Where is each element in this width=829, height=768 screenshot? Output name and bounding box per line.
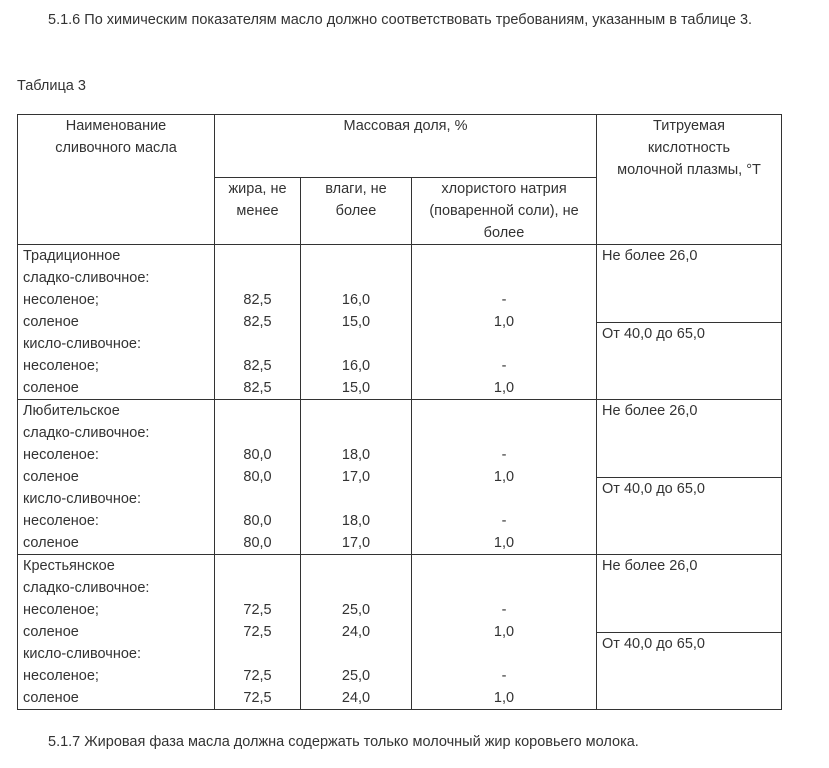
header-titratable-acidity: Титруемая кислотность молочной плазмы, °Т [597,115,782,245]
acidity-cell: Не более 26,0 [597,555,782,633]
butter-name-cell: Любительское сладко-сливочное: несоленое: соленое кисло-сливочное: несоленое: соленое [18,400,215,555]
moisture-cell: 18,0 17,0 18,0 17,0 [301,400,412,555]
salt-cell: - 1,0 - 1,0 [412,555,597,710]
header-row-1 [18,115,782,178]
table-row [18,400,782,478]
table-caption: Таблица 3 [17,78,86,94]
fat-cell: 72,5 72,5 72,5 72,5 [215,555,301,710]
acidity-cell: От 40,0 до 65,0 [597,322,782,400]
butter-name-cell: Традиционное сладко-сливочное: несоленое; соленое кисло-сливочное: несоленое; соленое [18,245,215,400]
header-mass-fraction: Массовая доля, % [215,115,597,178]
moisture-cell: 16,0 15,0 16,0 15,0 [301,245,412,400]
paragraph-5-1-7: 5.1.7 Жировая фаза масла должна содержать только молочный жир коровьего молока. [48,734,639,750]
table-row [18,555,782,633]
table-row [18,245,782,323]
fat-cell: 82,5 82,5 82,5 82,5 [215,245,301,400]
butter-name-cell: Крестьянское сладко-сливочное: несоленое; соленое кисло-сливочное: несоленое; соленое [18,555,215,710]
salt-cell: - 1,0 - 1,0 [412,400,597,555]
header-butter-name: Наименование сливочного масла [18,115,215,245]
paragraph-5-1-6: 5.1.6 По химическим показателям масло должно соответствовать требованиям, указанным в таблице 3. [48,12,753,28]
moisture-cell: 25,0 24,0 25,0 24,0 [301,555,412,710]
salt-cell: - 1,0 - 1,0 [412,245,597,400]
acidity-cell: Не более 26,0 [597,400,782,478]
acidity-cell: От 40,0 до 65,0 [597,632,782,710]
chemical-indicators-table [17,114,782,710]
header-sodium-chloride: хлористого натрия (поваренной соли), не более [412,178,597,245]
header-moisture: влаги, не более [301,178,412,245]
header-fat: жира, не менее [215,178,301,245]
acidity-cell: Не более 26,0 [597,245,782,323]
fat-cell: 80,0 80,0 80,0 80,0 [215,400,301,555]
acidity-cell: От 40,0 до 65,0 [597,477,782,555]
